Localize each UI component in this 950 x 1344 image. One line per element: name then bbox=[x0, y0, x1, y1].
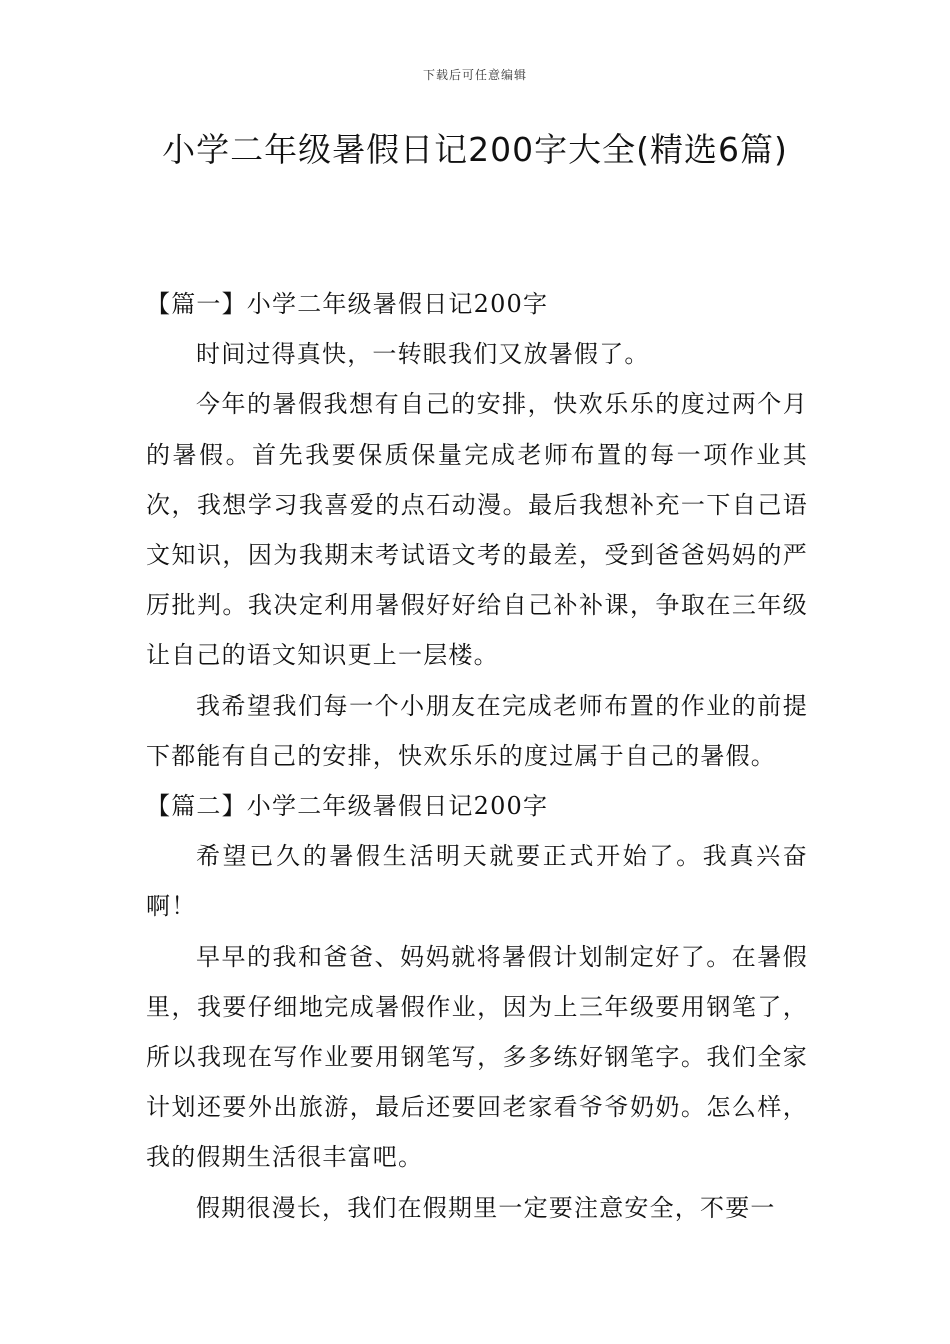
section-heading: 【篇二】小学二年级暑假日记200字 bbox=[146, 792, 549, 821]
paragraph: 早早的我和爸爸、妈妈就将暑假计划制定好了。在暑假里，我要仔细地完成暑假作业，因为上三年级要用钢笔了，所以我现在写作业要用钢笔写，多多练好钢笔字。我们全家计划还要外出旅游，最后还要回老家看爷爷奶奶。怎么样，我的假期生活很丰富吧。 bbox=[146, 942, 808, 1172]
paragraph: 时间过得真快，一转眼我们又放暑假了。 bbox=[196, 340, 650, 369]
paragraph: 我希望我们每一个小朋友在完成老师布置的作业的前提下都能有自己的安排，快欢乐乐的度过属于自己的暑假。 bbox=[146, 691, 808, 770]
document-title: 小学二年级暑假日记200字大全(精选6篇) bbox=[162, 130, 788, 169]
document-body bbox=[146, 279, 808, 1233]
paragraph: 今年的暑假我想有自己的安排，快欢乐乐的度过两个月的暑假。首先我要保质保量完成老师布置的每一项作业其次，我想学习我喜爱的点石动漫。最后我想补充一下自己语文知识，因为我期末考试语文考的最差，受到爸爸妈妈的严厉批判。我决定利用暑假好好给自己补补课，争取在三年级让自己的语文知识更上一层楼。 bbox=[146, 390, 808, 670]
paragraph: 希望已久的暑假生活明天就要正式开始了。我真兴奋啊！ bbox=[146, 842, 808, 921]
paragraph: 假期很漫长，我们在假期里一定要注意安全，不要一 bbox=[196, 1193, 776, 1222]
section-heading: 【篇一】小学二年级暑假日记200字 bbox=[146, 290, 549, 318]
header-note: 下载后可任意编辑 bbox=[422, 68, 527, 82]
